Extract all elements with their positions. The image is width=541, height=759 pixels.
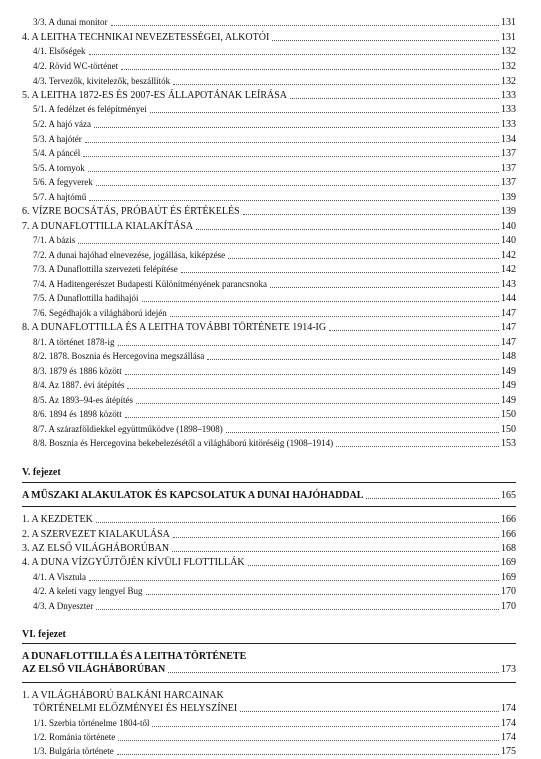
toc-section-7	[22, 220, 516, 233]
dot-leader	[83, 156, 499, 157]
toc-vi-entry-1-3	[33, 745, 516, 758]
entry-page: 149	[501, 395, 516, 406]
dot-leader	[118, 740, 499, 741]
dot-leader	[89, 200, 499, 201]
entry-page: 148	[501, 351, 516, 362]
entry-page: 133	[501, 119, 516, 130]
dot-leader	[150, 112, 499, 113]
entry-page: 142	[501, 250, 516, 261]
section-line: 1. A VILÁGHÁBORÚ BALKÁNI HARCAINAK	[22, 690, 224, 701]
toc-entry-8-7	[33, 423, 516, 436]
entry-label: 5/4. A páncél	[33, 148, 81, 158]
chapter-vi-title	[22, 650, 516, 676]
entry-label: 2. A SZERVEZET KIALAKULÁSA	[22, 529, 170, 540]
entry-page: 149	[501, 366, 516, 377]
entry-page: 140	[501, 235, 516, 246]
entry-page: 144	[501, 293, 516, 304]
entry-page: 142	[501, 264, 516, 275]
toc-section-8	[22, 321, 516, 334]
toc-entry-7-4	[33, 278, 516, 291]
entry-page: 132	[501, 76, 516, 87]
toc-entry-4-2	[33, 60, 516, 73]
dot-leader	[85, 142, 499, 143]
entry-label: 5/7. A hajtómű	[33, 192, 87, 202]
toc-v-section-2	[22, 528, 516, 541]
entry-page: 137	[501, 163, 516, 174]
entry-page: 165	[501, 490, 516, 501]
toc-entry-8-4	[33, 379, 516, 392]
dot-leader	[173, 84, 499, 85]
toc-section-4	[22, 31, 516, 44]
toc-vi-section-1	[22, 689, 516, 715]
toc-entry-7-6	[33, 307, 516, 320]
title-line: AZ ELSŐ VILÁGHÁBORÚBAN	[22, 664, 166, 675]
entry-label: 7/2. A dunai hajóhad elnevezése, jogállása, kiképzése	[33, 250, 226, 260]
entry-page: 139	[501, 206, 516, 217]
dot-leader	[329, 330, 499, 331]
dot-leader	[226, 432, 499, 433]
toc-entry-7-2	[33, 249, 516, 262]
dot-leader	[152, 726, 499, 727]
dot-leader	[207, 359, 499, 360]
entry-label: 8/6. 1894 és 1898 között	[33, 409, 122, 419]
toc-entry-8-3	[33, 365, 516, 378]
dot-leader	[78, 243, 499, 244]
entry-page: 166	[501, 514, 516, 525]
divider	[22, 643, 516, 644]
entry-page: 170	[501, 586, 516, 597]
dot-leader	[366, 498, 499, 499]
entry-page: 169	[501, 572, 516, 583]
entry-label: 7. A DUNAFLOTTILLA KIALAKÍTÁSA	[22, 221, 194, 232]
entry-page: 133	[501, 104, 516, 115]
toc-v-section-1	[22, 513, 516, 526]
dot-leader	[96, 185, 499, 186]
divider	[22, 682, 516, 683]
toc-v-entry-4-2	[33, 585, 516, 598]
dot-leader	[170, 316, 499, 317]
entry-label: 5/5. A tornyok	[33, 163, 85, 173]
toc-entry-3-3	[33, 16, 516, 29]
entry-page: 170	[501, 601, 516, 612]
entry-page: 132	[501, 61, 516, 72]
entry-label: 6. VÍZRE BOCSÁTÁS, PRÓBAÚT ÉS ÉRTÉKELÉS	[22, 206, 240, 217]
dot-leader	[146, 594, 500, 595]
toc-entry-5-2	[33, 118, 516, 131]
entry-page: 147	[501, 322, 516, 333]
toc-entry-5-7	[33, 191, 516, 204]
entry-label: 1/3. Bulgária története	[33, 746, 114, 756]
entry-label: 8/8. Bosznia és Hercegovina bekebelezésétől a világháború kitöréséig (1908–1914)	[33, 438, 334, 448]
dot-leader	[196, 229, 499, 230]
dot-leader	[117, 754, 499, 755]
section-line: TÖRTÉNELMI ELŐZMÉNYEI ÉS HELYSZÍNEI	[33, 703, 238, 714]
dot-leader	[240, 711, 499, 712]
toc-entry-8-8	[33, 437, 516, 450]
entry-label: 5/3. A hajótér	[33, 134, 82, 144]
entry-label: 7/5. A Dunaflottilla hadihajói	[33, 293, 139, 303]
toc-entry-4-1	[33, 45, 516, 58]
dot-leader	[272, 40, 499, 41]
toc-vi-entry-1-1	[33, 717, 516, 730]
toc-entry-5-1	[33, 103, 516, 116]
dot-leader	[168, 672, 499, 673]
entry-page: 174	[501, 703, 516, 714]
chapter-v-title	[22, 489, 516, 502]
entry-label: 5. A LEITHA 1872-ES ÉS 2007-ES ÁLLAPOTÁNAK LEÍRÁSA	[22, 90, 287, 101]
toc-v-section-3	[22, 542, 516, 555]
dot-leader	[136, 403, 499, 404]
dot-leader	[96, 522, 499, 523]
entry-page: 166	[501, 529, 516, 540]
entry-label: 7/3. A Dunaflottilla szervezeti felépítése	[33, 264, 178, 274]
entry-page: 173	[501, 664, 516, 675]
toc-entry-8-5	[33, 394, 516, 407]
entry-page: 132	[501, 46, 516, 57]
toc-entry-5-4	[33, 147, 516, 160]
entry-label: 4. A DUNA VÍZGYŰJTŐJÉN KÍVÜLI FLOTTILLÁK	[22, 557, 245, 568]
title-line: A DUNAFLOTTILLA ÉS A LEITHA TÖRTÉNETE	[22, 651, 247, 662]
entry-label: 4/2. A keleti vagy lengyel Bug	[33, 586, 143, 596]
toc-entry-5-5	[33, 162, 516, 175]
entry-label: 5/1. A fedélzet és felépítményei	[33, 104, 147, 114]
entry-page: 169	[501, 557, 516, 568]
toc-entry-5-3	[33, 133, 516, 146]
entry-label: 5/6. A fegyverek	[33, 177, 93, 187]
entry-page: 133	[501, 90, 516, 101]
toc-entry-8-2	[33, 350, 516, 363]
divider	[22, 482, 516, 483]
entry-page: 153	[501, 438, 516, 449]
entry-label: 8/7. A szárazföldiekkel együttműködve (1898–1908)	[33, 424, 223, 434]
toc-entry-7-5	[33, 292, 516, 305]
entry-label: 4/2. Rövid WC-történet	[33, 61, 119, 71]
entry-page: 168	[501, 543, 516, 554]
section-line-last	[22, 702, 516, 715]
entry-label: 8/2. 1878. Bosznia és Hercegovina megszállása	[33, 351, 205, 361]
entry-page: 143	[501, 279, 516, 290]
entry-page: 140	[501, 221, 516, 232]
dot-leader	[270, 287, 499, 288]
dot-leader	[172, 551, 499, 552]
entry-page: 137	[501, 148, 516, 159]
entry-page: 149	[501, 380, 516, 391]
dot-leader	[96, 609, 499, 610]
entry-label: 4/3. A Dnyeszter	[33, 601, 94, 611]
entry-label: 1/1. Szerbia történelme 1804-től	[33, 718, 150, 728]
entry-label: 8/5. Az 1893–94-es átépítés	[33, 395, 133, 405]
entry-page: 147	[501, 308, 516, 319]
title-line-last	[22, 663, 516, 676]
entry-page: 150	[501, 409, 516, 420]
toc-entry-7-1	[33, 234, 516, 247]
entry-label: 4/1. Elsőségek	[33, 46, 86, 56]
dot-leader	[88, 171, 499, 172]
toc-entry-5-6	[33, 176, 516, 189]
entry-label: 3/3. A dunai monitor	[33, 17, 108, 27]
entry-label: 4/3. Tervezők, kivitelezők, beszállítók	[33, 76, 171, 86]
toc-entry-7-3	[33, 263, 516, 276]
entry-label: 4. A LEITHA TECHNIKAI NEVEZETESSÉGEI, ALKOTÓI	[22, 32, 270, 43]
chapter-vi-heading: VI. fejezet	[22, 629, 66, 640]
entry-label: 4/1. A Visztula	[33, 572, 87, 582]
toc-v-entry-4-3	[33, 600, 516, 613]
toc-v-entry-4-1	[33, 571, 516, 584]
dot-leader	[243, 214, 499, 215]
entry-page: 139	[501, 192, 516, 203]
toc-v-section-4	[22, 556, 516, 569]
toc-entry-8-6	[33, 408, 516, 421]
dot-leader	[89, 54, 500, 55]
toc-entry-8-1	[33, 336, 516, 349]
entry-label: 7/4. A Haditengerészet Budapesti Különítményének parancsnoka	[33, 279, 267, 289]
dot-leader	[248, 565, 499, 566]
entry-label: A MŰSZAKI ALAKULATOK ÉS KAPCSOLATUK A DUNAI HAJÓHADDAL	[22, 490, 364, 501]
dot-leader	[118, 345, 500, 346]
divider	[22, 506, 516, 507]
dot-leader	[125, 417, 499, 418]
dot-leader	[228, 258, 499, 259]
entry-label: 3. AZ ELSŐ VILÁGHÁBORÚBAN	[22, 543, 170, 554]
toc-section-6	[22, 205, 516, 218]
toc-vi-entry-1-2	[33, 731, 516, 744]
dot-leader	[173, 537, 499, 538]
entry-page: 175	[501, 746, 516, 757]
entry-label: 8/1. A történet 1878-ig	[33, 337, 115, 347]
toc-entry-4-3	[33, 75, 516, 88]
entry-page: 150	[501, 424, 516, 435]
entry-label: 8/3. 1879 és 1886 között	[33, 366, 122, 376]
dot-leader	[121, 69, 499, 70]
dot-leader	[89, 580, 499, 581]
entry-page: 131	[501, 32, 516, 43]
entry-label: 1/2. Románia története	[33, 732, 116, 742]
entry-label: 1. A KEZDETEK	[22, 514, 93, 525]
dot-leader	[127, 388, 499, 389]
entry-label: 7/1. A bázis	[33, 235, 76, 245]
chapter-v-heading: V. fejezet	[22, 467, 61, 478]
dot-leader	[181, 272, 499, 273]
entry-label: 7/6. Segédhajók a világháború idején	[33, 308, 167, 318]
entry-page: 174	[501, 718, 516, 729]
dot-leader	[94, 127, 499, 128]
entry-label: 8. A DUNAFLOTTILLA ÉS A LEITHA TOVÁBBI TÖRTÉNETE 1914-IG	[22, 322, 327, 333]
dot-leader	[125, 374, 499, 375]
entry-page: 134	[501, 134, 516, 145]
dot-leader	[336, 446, 499, 447]
dot-leader	[142, 301, 500, 302]
entry-label: 5/2. A hajó váza	[33, 119, 91, 129]
entry-label: 8/4. Az 1887. évi átépítés	[33, 380, 125, 390]
dot-leader	[290, 98, 499, 99]
toc-section-5	[22, 89, 516, 102]
dot-leader	[111, 25, 499, 26]
entry-page: 147	[501, 337, 516, 348]
entry-page: 131	[501, 17, 516, 28]
entry-page: 174	[501, 732, 516, 743]
entry-page: 137	[501, 177, 516, 188]
